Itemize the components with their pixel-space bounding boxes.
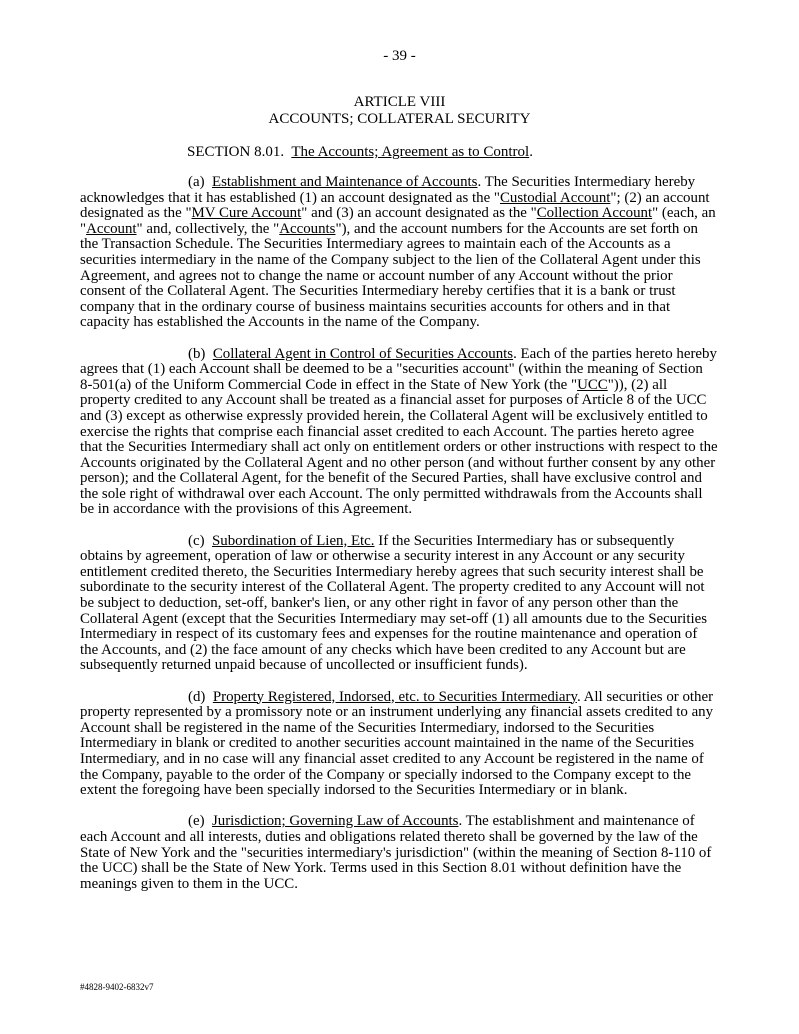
document-body [80, 175, 718, 892]
section-title: The Accounts; Agreement as to Control [291, 144, 530, 160]
paragraph-text: " (each, an " [80, 205, 716, 237]
section-heading [187, 144, 533, 161]
paragraph-text: " and, collectively, the " [136, 220, 280, 237]
article-heading [0, 94, 799, 128]
document-id-footer: #4828-9402-6832v7 [80, 982, 154, 992]
defined-term-ucc: UCC [577, 376, 608, 393]
paragraph-text: . The establishment and maintenance of each Account and all interests, duties and obligations related thereto shall be governed by the law of the State of New York and the "securities intermediary's jurisdiction" (within the meaning of Section 8-110 of the UCC) shall be the State of New York. Terms used in this Section 8.01 without definition have the meanings given to them in the UCC. [80, 813, 712, 892]
article-title: ACCOUNTS; COLLATERAL SECURITY [268, 111, 531, 127]
paragraph-a [80, 175, 718, 331]
paragraph-heading: Jurisdiction; Governing Law of Accounts [211, 813, 459, 830]
paragraph-d [80, 690, 718, 799]
section-title-end: . [529, 144, 533, 160]
paragraph-b [80, 347, 718, 519]
paragraph-label: (a) [188, 174, 205, 190]
paragraph-text: If the Securities Intermediary has or subsequently obtains by agreement, operation of law or otherwise a security interest in any Account or any security entitlement credited thereto, the Securities Intermediary hereby agrees that such security interest shall be subordinate to the security interest of the Collateral Agent. The property credited to any Account will not be subject to deduction, set-off, banker's lien, or any other right in favor of any person other than the Collateral Agent (except that the Securities Intermediary may set-off (1) all amounts due to the Securities Intermediary in respect of its customary fees and expenses for the routine maintenance and operation of the Accounts, and (2) the face amount of any checks which have been credited to any Account but are subsequently returned unpaid because of uncollected or insufficient funds). [80, 532, 707, 674]
paragraph-heading: Establishment and Maintenance of Accounts [211, 174, 478, 190]
defined-term-custodial-account: Custodial Account [499, 189, 611, 206]
paragraph-text: "), and the account numbers for the Accounts are set forth on the Transaction Schedule. The Securities Intermediary agrees to maintain each of the Accounts as a securities intermediary in the name of the Company subject to the lien of the Collateral Agent under this Agreement, and agrees not to change the name or account number of any Account without the prior consent of the Collateral Agent. The Securities Intermediary hereby certifies that it is a bank or trust company that in the ordinary course of business maintains securities accounts for others and in that capacity has established the Accounts in the name of the Company. [80, 220, 701, 331]
section-label: SECTION 8.01. [187, 144, 285, 160]
paragraph-heading: Collateral Agent in Control of Securities Accounts [212, 345, 514, 362]
paragraph-text: ")), (2) all property credited to any Account shall be treated as a financial asset for purposes of Article 8 of the UCC and (3) except as otherwise expressly provided herein, the Collateral Agent will be exclusively entitled to exercise the rights that comprise each financial asset credited to each Account. The parties hereto agree that the Securities Intermediary shall act only on entitlement orders or other instructions with respect to the Accounts originated by the Collateral Agent and no other person (and without further consent by any other person); and the Collateral Agent, for the benefit of the Secured Parties, shall have exclusive control and the sole right of withdrawal over each Account. The only permitted withdrawals from the Accounts shall be in accordance with the provisions of this Agreement. [80, 376, 718, 518]
paragraph-heading: Subordination of Lien, Etc. [211, 532, 375, 549]
paragraph-text: . The Securities Intermediary hereby acknowledges that it has established (1) an account designated as the " [80, 174, 696, 206]
paragraph-label: (d) [188, 688, 206, 705]
defined-term-collection-account: Collection Account [536, 205, 653, 222]
paragraph-label: (b) [188, 345, 206, 362]
paragraph-text: "; (2) an account designated as the " [80, 189, 710, 222]
paragraph-text: . Each of the parties hereto hereby agrees that (1) each Account shall be deemed to be a "securities account" (within the meaning of Section 8-501(a) of the Uniform Commercial Code in effect in the State of New York (the " [80, 345, 717, 393]
article-number: ARTICLE VIII [353, 94, 446, 110]
paragraph-e [80, 814, 718, 892]
paragraph-label: (c) [188, 532, 205, 549]
paragraph-heading: Property Registered, Indorsed, etc. to Securities Intermediary [212, 688, 577, 705]
paragraph-c [80, 534, 718, 674]
defined-term-account: Account [86, 220, 137, 237]
defined-term-accounts: Accounts [279, 220, 336, 237]
page-number: - 39 - [383, 48, 416, 64]
paragraph-text: . All securities or other property represented by a promissory note or an instrument underlying any financial assets credited to any Account shall be registered in the name of the Securities Intermediary, indorsed to the Securities Intermediary in blank or credited to another securities account maintained in the name of the Securities Intermediary, and in no case will any financial asset credited to any Account be registered in the name of the Company, payable to the order of the Company or specially indorsed to the Company except to the extent the foregoing have been specially indorsed to the Securities Intermediary or in blank. [80, 688, 714, 799]
paragraph-label: (e) [188, 813, 205, 830]
paragraph-text: " and (3) an account designated as the " [301, 205, 537, 222]
defined-term-mv-cure-account: MV Cure Account [191, 205, 302, 222]
